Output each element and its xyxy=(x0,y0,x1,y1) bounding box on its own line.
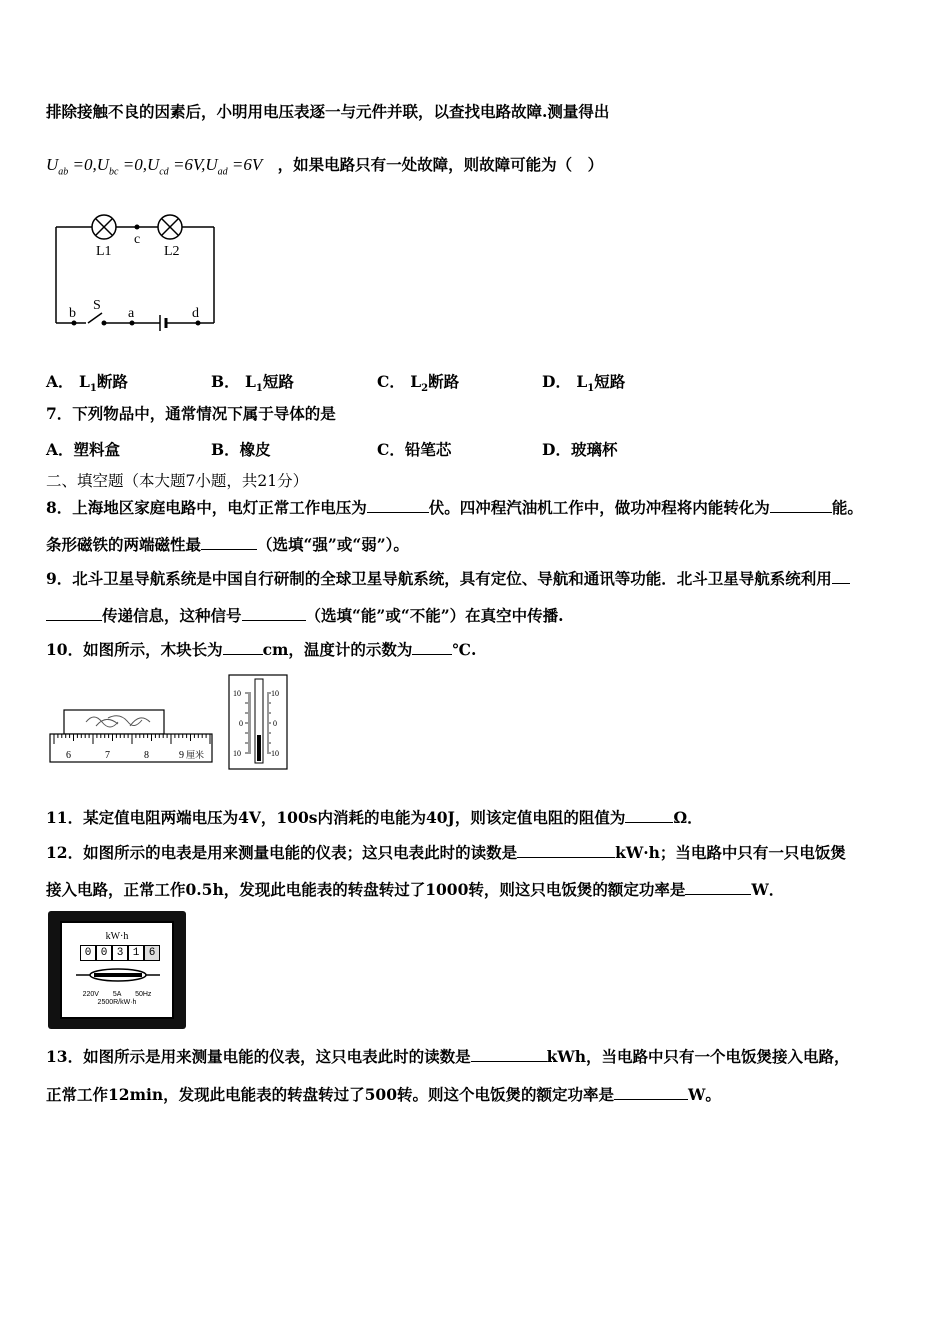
ruler-tick-9: 9 xyxy=(179,750,184,761)
ruler-tick-7: 7 xyxy=(105,750,110,761)
label-L1: L1 xyxy=(96,244,112,259)
meter-digit: 0 xyxy=(80,945,96,961)
q12-line-2: 接入电路，正常工作0.5h，发现此电能表的转盘转过了1000转，则这只电饭煲的额定功率是 W． xyxy=(46,880,785,899)
ruler-tick-8: 8 xyxy=(144,750,149,761)
meter-digit: 1 xyxy=(128,945,144,961)
q11-blank[interactable] xyxy=(625,808,673,823)
q7-option-b: B．橡皮 xyxy=(211,440,271,459)
meter-unit: kW·h xyxy=(105,931,129,942)
thermo-left-0: 0 xyxy=(239,719,243,728)
q13-blank-1[interactable] xyxy=(471,1047,547,1062)
q12-blank-1[interactable] xyxy=(517,843,615,858)
label-d: d xyxy=(192,306,199,321)
ruler-tick-6: 6 xyxy=(66,750,71,761)
wood-block xyxy=(64,710,164,734)
q7-option-c: C．铅笔芯 xyxy=(377,440,452,459)
label-S: S xyxy=(93,298,101,313)
meter-spec-2: 2500R/kW·h xyxy=(97,999,137,1006)
q13-blank-2[interactable] xyxy=(614,1085,688,1100)
q12-blank-2[interactable] xyxy=(685,880,751,895)
q9-line-1: 9．北斗卫星导航系统是中国自行研制的全球卫星导航系统，具有定位、导航和通讯等功能．北斗卫星导航系统利用 xyxy=(46,569,850,589)
q12-line-1: 12．如图所示的电表是用来测量电能的仪表；这只电表此时的读数是 kW·h；当电路中只有一只电饭煲 xyxy=(46,843,846,862)
q8-blank-3[interactable] xyxy=(201,535,257,550)
meter-spec-1: 220V 5A 50Hz xyxy=(82,991,152,998)
thermometer-figure xyxy=(227,673,289,771)
meter-disc xyxy=(76,967,160,983)
section-heading: 二、填空题（本大题7小题，共21分） xyxy=(46,472,309,490)
thermo-right-0: 0 xyxy=(273,719,277,728)
ruler-unit: 厘米 xyxy=(186,750,205,760)
label-L2: L2 xyxy=(164,244,180,259)
thermo-left-minus10: 10 xyxy=(233,749,241,758)
thermo-right-minus10: 10 xyxy=(271,749,279,758)
q7-option-a: A．塑料盒 xyxy=(46,440,121,459)
voltage-formula: $U_{ab} =0,U_{bc} =0,U_{cd} =6V,U_{ad} =6V$ xyxy=(46,155,263,178)
q6-option-b: B． $L_1$短路 xyxy=(211,372,294,395)
q9-blank-1a[interactable] xyxy=(832,569,850,584)
label-b: b xyxy=(69,306,76,321)
q6-option-d: D． $L_1$短路 xyxy=(542,372,626,395)
intro-text-1: 排除接触不良的因素后，小明用电压表逐一与元件并联，以查找电路故障.测量得出 xyxy=(46,102,610,121)
q8-blank-1[interactable] xyxy=(367,498,429,513)
meter-digit: 3 xyxy=(112,945,128,961)
q9-blank-1b[interactable] xyxy=(46,606,102,621)
thermometer-liquid xyxy=(257,735,261,761)
q8-line-1: 8．上海地区家庭电路中，电灯正常工作电压为 伏。四冲程汽油机工作中，做功冲程将内能转化为 能。 xyxy=(46,498,863,517)
meter-digits xyxy=(80,945,160,961)
intro-text-2: ，如果电路只有一处故障，则故障可能为（ ） xyxy=(277,155,604,174)
q7-stem: 7．下列物品中，通常情况下属于导体的是 xyxy=(46,404,336,423)
circuit-diagram xyxy=(50,205,225,335)
q6-option-c: C． $L_2$断路 xyxy=(377,372,460,395)
q8-blank-2[interactable] xyxy=(770,498,832,513)
q11-line: 11．某定值电阻两端电压为4V，100s内消耗的电能为40J，则该定值电阻的阻值为 Ω． xyxy=(46,808,703,827)
intro-line-2 xyxy=(46,155,603,182)
label-c: c xyxy=(134,232,141,247)
q8-line-2: 条形磁铁的两端磁性最 （选填“强”或“弱”）。 xyxy=(46,535,409,554)
q10-line: 10．如图所示，木块长为 cm，温度计的示数为 ℃. xyxy=(46,640,477,659)
q10-blank-2[interactable] xyxy=(412,640,452,655)
ruler-figure xyxy=(46,702,216,768)
intro-line-1 xyxy=(46,102,609,122)
q6-option-a: A． $L_1$断路 xyxy=(46,372,128,395)
thermo-left-10: 10 xyxy=(233,689,241,698)
meter-digit: 6 xyxy=(144,945,160,961)
q13-line-1: 13．如图所示是用来测量电能的仪表，这只电表此时的读数是 kWh，当电路中只有一个电饭煲接入电路， xyxy=(46,1047,850,1066)
meter-digit: 0 xyxy=(96,945,112,961)
q13-line-2: 正常工作12min，发现此电能表的转盘转过了500转。则这个电饭煲的额定功率是 W。 xyxy=(46,1085,721,1104)
q10-blank-1[interactable] xyxy=(223,640,263,655)
q7-option-d: D．玻璃杯 xyxy=(542,440,618,459)
q9-blank-2[interactable] xyxy=(242,606,306,621)
thermo-right-10: 10 xyxy=(271,689,279,698)
label-a: a xyxy=(128,306,135,321)
q9-line-2: 传递信息，这种信号 （选填“能”或“不能”）在真空中传播. xyxy=(46,606,564,626)
energy-meter xyxy=(48,911,186,1029)
